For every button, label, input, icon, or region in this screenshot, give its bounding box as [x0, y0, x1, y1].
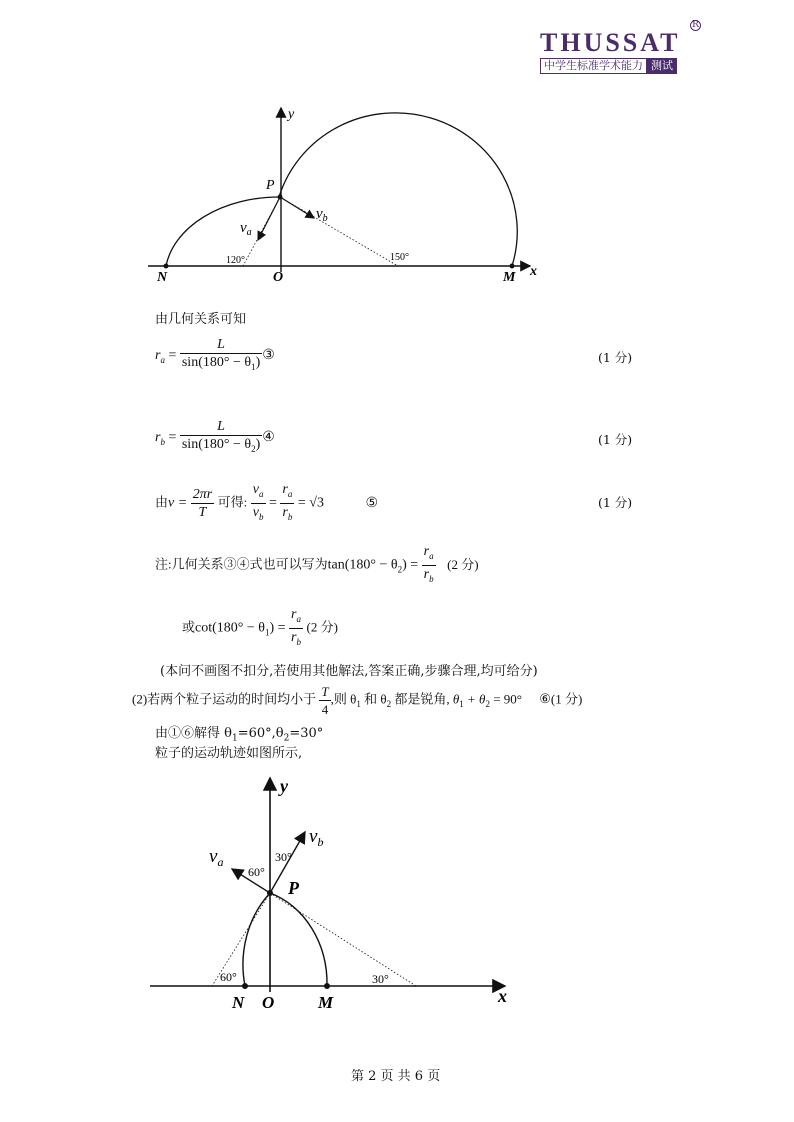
fig2-angle-30-top: 30°: [275, 850, 292, 864]
score-4: (1 分): [598, 432, 633, 447]
fig2-angle-30-bottom: 30°: [372, 972, 389, 986]
fig2-arc-b: [270, 893, 327, 986]
track-line: 粒子的运动轨迹如图所示,: [155, 746, 303, 761]
fig1-label-vb: $v_b$: [316, 206, 328, 224]
fig1-point-n: [164, 264, 169, 269]
fig2-arc-a: [243, 893, 270, 986]
fig2-point-m: [324, 983, 330, 989]
score-5: (1 分): [598, 495, 633, 510]
fig1-label-m: M: [503, 270, 516, 285]
fig2-angle-60-bottom: 60°: [220, 970, 237, 984]
page-footer: 第 2 页 共 6 页: [351, 1069, 441, 1084]
fig2-label-vb: $v_b$: [309, 826, 324, 849]
remark-line: (本问不画图不扣分,若使用其他解法,答案正确,步骤合理,均可给分): [160, 664, 538, 679]
fig2-label-p: P: [288, 878, 299, 898]
figure-1: [0, 0, 794, 300]
equation-4: $r_b$ = $\frac{L}{\sin(180^\circ - \theta_2)}$ ④: [155, 419, 275, 454]
equation-3: $r_a$ = $\frac{L}{\sin(180^\circ - \theta_1)}$ ③: [155, 337, 275, 372]
score-3: (1 分): [598, 350, 633, 365]
fig1-label-o: O: [273, 270, 284, 285]
fig2-tangent-b: [270, 893, 416, 986]
fig1-arc-b: [279, 113, 517, 266]
fig1-angle-120: 120°: [226, 255, 245, 266]
fig1-label-x: x: [530, 264, 537, 279]
equation-5: 由v = $\frac{2\pi r}{T}$ 可得: $\frac{v_a}{v_b}$ = $\frac{r_a}{r_b}$ = √3 ⑤: [155, 482, 379, 522]
or-line: 或$\cot(180^\circ - \theta_1)$ = $\frac{r_a}{r_b}$ (2 分): [182, 607, 338, 647]
fig1-label-va: $v_a$: [240, 220, 252, 238]
fig2-label-va: $v_a$: [209, 846, 224, 869]
fig2-angle-60-top: 60°: [248, 865, 265, 879]
fig1-label-y: y: [288, 107, 295, 122]
fig1-vb-arrow: [280, 197, 314, 218]
fig2-label-n: N: [232, 993, 245, 1012]
note-line: 注:几何关系③④式也可以写为$\tan(180^\circ - \theta_2)$ = $\frac{r_a}{r_b}$ (2 分): [155, 544, 479, 584]
part-2-line: (2)若两个粒子运动的时间均小于 $\frac{T}{4}$ ,则 $\theta_1$ 和 $\theta_2$ 都是锐角, $\theta_1 + \theta_2 = 90^\circ$ ⑥(1 分): [132, 684, 583, 717]
fig1-label-n: N: [157, 270, 168, 285]
figure-2: [0, 760, 794, 1020]
fig2-label-o: O: [262, 993, 275, 1012]
logo-tagline-left: 中学生标准学术能力: [540, 58, 647, 74]
fig1-angle-150: 150°: [390, 252, 409, 263]
fig2-point-n: [242, 983, 248, 989]
fig2-label-x: x: [498, 986, 507, 1006]
geometry-heading: 由几何关系可知: [155, 312, 247, 327]
logo-tagline-right: 测试: [647, 58, 677, 74]
registered-icon: R: [690, 20, 701, 31]
fig1-point-m: [510, 264, 515, 269]
logo-wordmark: THUSSAT: [540, 28, 681, 57]
fig1-label-p: P: [266, 178, 275, 193]
fig2-label-m: M: [318, 993, 334, 1012]
solve-line: 由①⑥解得 $\theta_1=60^\circ,\theta_2=30^\circ$: [155, 726, 324, 744]
fig2-label-y: y: [280, 776, 288, 796]
